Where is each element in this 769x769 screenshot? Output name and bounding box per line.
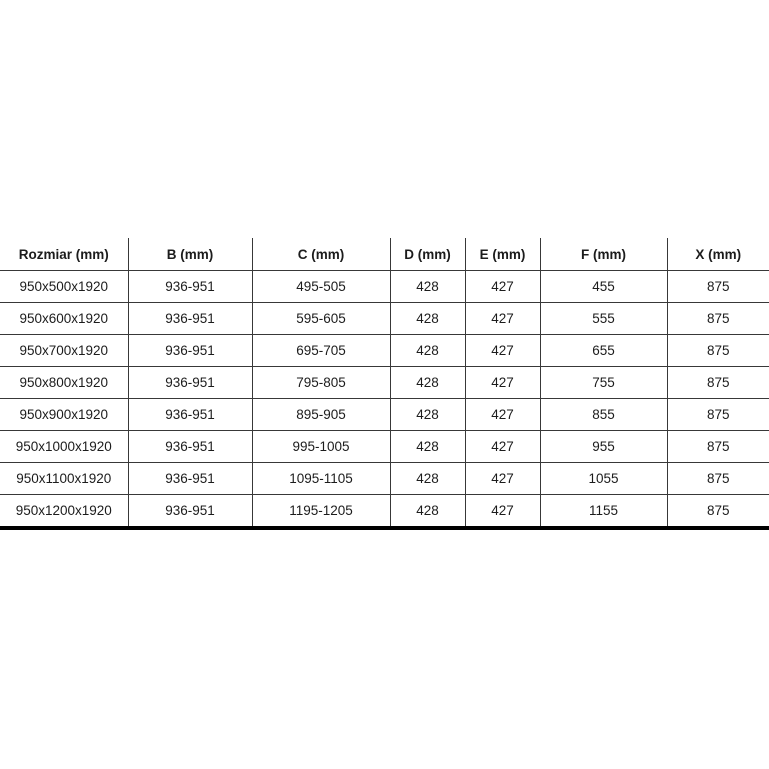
table-cell: 427 — [465, 399, 540, 431]
table-row — [0, 335, 769, 367]
table-cell: 427 — [465, 335, 540, 367]
column-header-x: X (mm) — [667, 238, 769, 271]
dimensions-table — [0, 238, 769, 530]
table-row — [0, 495, 769, 529]
table-cell: 695-705 — [252, 335, 390, 367]
table-cell: 428 — [390, 367, 465, 399]
table-cell: 855 — [540, 399, 667, 431]
table-cell: 895-905 — [252, 399, 390, 431]
table-row — [0, 399, 769, 431]
table-cell: 936-951 — [128, 335, 252, 367]
table-cell: 1155 — [540, 495, 667, 529]
table-cell: 428 — [390, 399, 465, 431]
column-header-rozmiar: Rozmiar (mm) — [0, 238, 128, 271]
table-cell: 428 — [390, 431, 465, 463]
table-cell: 995-1005 — [252, 431, 390, 463]
header-row — [0, 238, 769, 271]
table-cell: 495-505 — [252, 271, 390, 303]
table-cell: 1055 — [540, 463, 667, 495]
table-cell: 875 — [667, 431, 769, 463]
table-cell: 428 — [390, 463, 465, 495]
table-cell: 936-951 — [128, 271, 252, 303]
table-cell: 427 — [465, 463, 540, 495]
table-cell: 936-951 — [128, 367, 252, 399]
table-cell: 427 — [465, 431, 540, 463]
table-cell: 950x600x1920 — [0, 303, 128, 335]
table-cell: 555 — [540, 303, 667, 335]
column-header-c: C (mm) — [252, 238, 390, 271]
table-header — [0, 238, 769, 271]
table-cell: 428 — [390, 271, 465, 303]
table-cell: 427 — [465, 271, 540, 303]
table-cell: 950x1100x1920 — [0, 463, 128, 495]
table-row — [0, 303, 769, 335]
table-cell: 595-605 — [252, 303, 390, 335]
column-header-e: E (mm) — [465, 238, 540, 271]
table-cell: 875 — [667, 335, 769, 367]
table-cell: 755 — [540, 367, 667, 399]
table-cell: 936-951 — [128, 463, 252, 495]
table-cell: 950x1000x1920 — [0, 431, 128, 463]
column-header-b: B (mm) — [128, 238, 252, 271]
table-cell: 795-805 — [252, 367, 390, 399]
table-row — [0, 463, 769, 495]
column-header-f: F (mm) — [540, 238, 667, 271]
table-cell: 875 — [667, 271, 769, 303]
table-cell: 875 — [667, 367, 769, 399]
table-cell: 428 — [390, 303, 465, 335]
table-row — [0, 367, 769, 399]
table-cell: 875 — [667, 303, 769, 335]
table-cell: 936-951 — [128, 495, 252, 529]
table-cell: 1195-1205 — [252, 495, 390, 529]
table-cell: 950x700x1920 — [0, 335, 128, 367]
table-cell: 427 — [465, 495, 540, 529]
table-cell: 428 — [390, 495, 465, 529]
table-cell: 427 — [465, 303, 540, 335]
table-cell: 950x900x1920 — [0, 399, 128, 431]
table-row — [0, 271, 769, 303]
table-cell: 655 — [540, 335, 667, 367]
table-cell: 875 — [667, 399, 769, 431]
table-cell: 950x800x1920 — [0, 367, 128, 399]
table-cell: 936-951 — [128, 431, 252, 463]
table-cell: 427 — [465, 367, 540, 399]
table-cell: 875 — [667, 495, 769, 529]
table-cell: 950x500x1920 — [0, 271, 128, 303]
table-body — [0, 271, 769, 529]
table-cell: 936-951 — [128, 399, 252, 431]
column-header-d: D (mm) — [390, 238, 465, 271]
table-cell: 955 — [540, 431, 667, 463]
table-cell: 936-951 — [128, 303, 252, 335]
table-row — [0, 431, 769, 463]
table-cell: 875 — [667, 463, 769, 495]
table-cell: 428 — [390, 335, 465, 367]
table-cell: 950x1200x1920 — [0, 495, 128, 529]
table-cell: 1095-1105 — [252, 463, 390, 495]
table-cell: 455 — [540, 271, 667, 303]
